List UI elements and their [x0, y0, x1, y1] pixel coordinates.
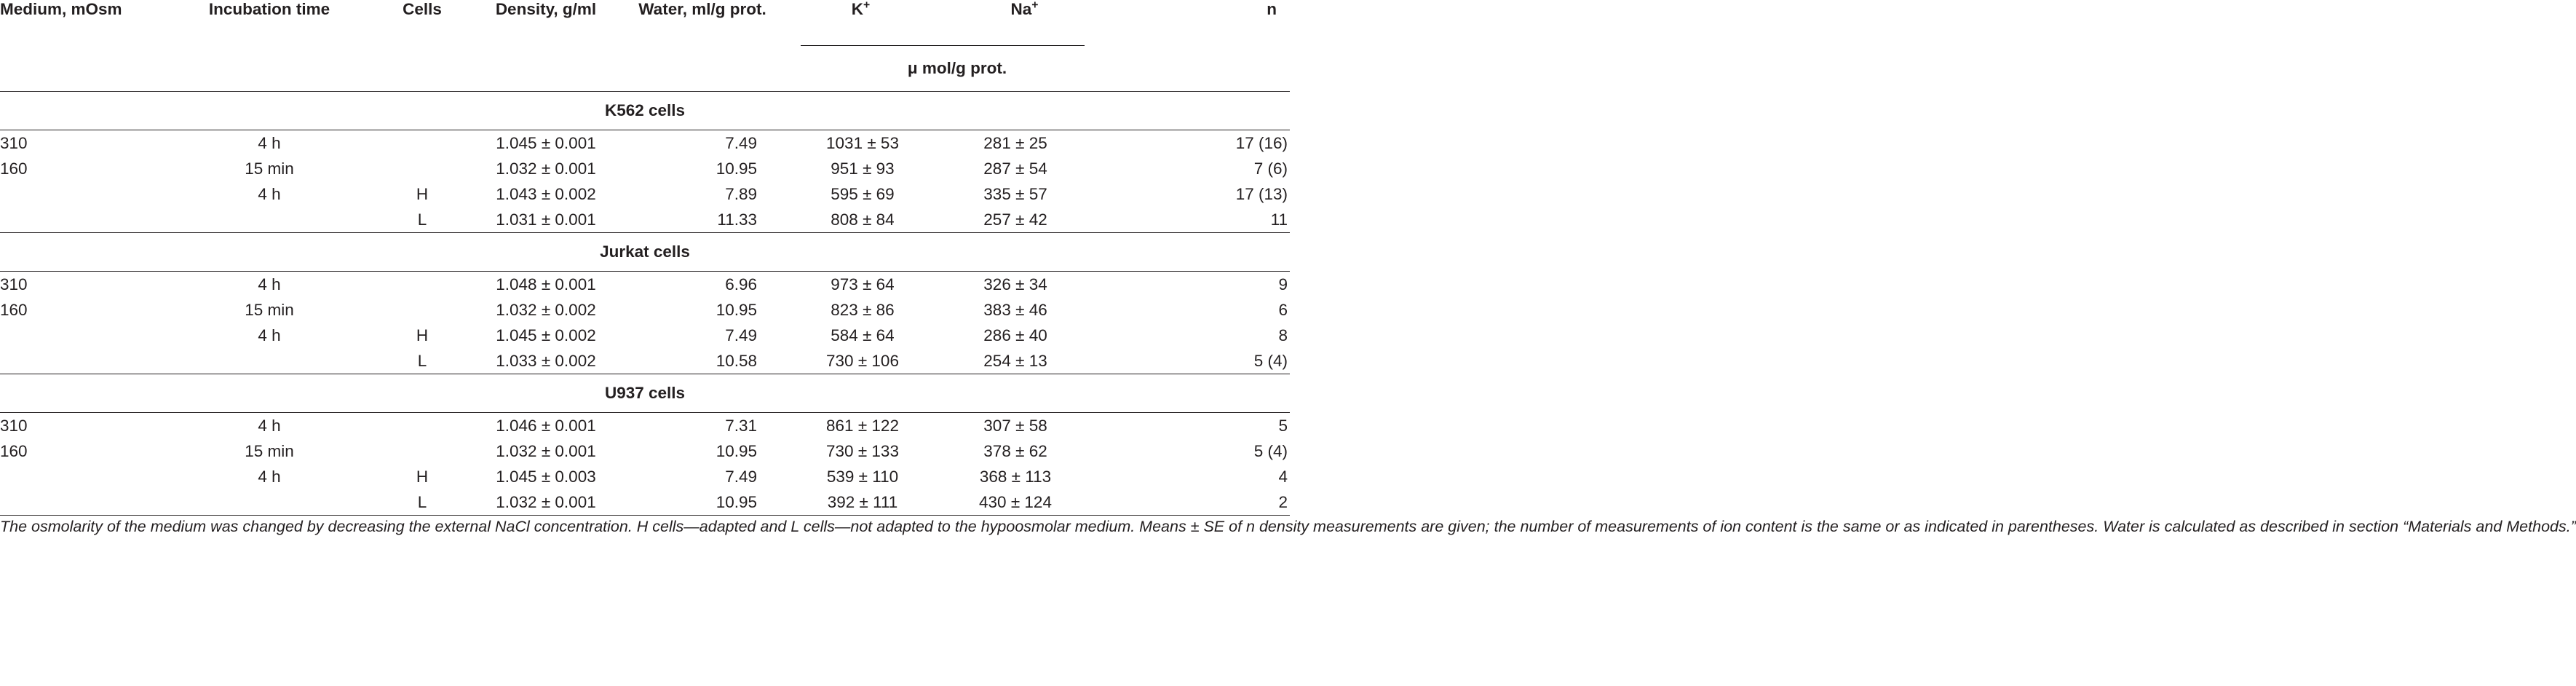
- cell-medium: 310: [0, 272, 153, 298]
- cell-potassium: 730 ± 133: [826, 441, 899, 460]
- cell-incubation-time: 4 h: [258, 467, 281, 486]
- header-k-charge: +: [863, 0, 871, 12]
- cell-medium: [0, 489, 153, 516]
- cell-sodium: 254 ± 13: [983, 351, 1047, 370]
- cell-potassium: 392 ± 111: [827, 492, 898, 511]
- cell-sodium: 287 ± 54: [983, 159, 1047, 178]
- cell-density: 1.032 ± 0.001: [496, 441, 596, 460]
- table-row: [0, 207, 1290, 233]
- cell-n: 11: [1270, 210, 1288, 229]
- group-title-row: [0, 233, 1290, 272]
- cell-spacer: [1085, 156, 1157, 181]
- header-n: n: [1267, 0, 1277, 18]
- header-units: μ mol/g prot.: [907, 59, 1007, 77]
- cell-density: 1.045 ± 0.002: [496, 326, 596, 344]
- cell-water: 7.49: [725, 326, 757, 344]
- cell-spacer: [1085, 348, 1157, 374]
- header-cells: Cells: [403, 0, 442, 18]
- cell-incubation-time: 4 h: [153, 413, 386, 439]
- table-row: [0, 156, 1290, 181]
- cell-cells: H: [416, 184, 429, 203]
- header-k-label: K: [851, 0, 864, 18]
- cell-spacer: [1085, 272, 1157, 298]
- cell-cells: [386, 156, 459, 181]
- cell-water: 7.49: [725, 467, 757, 486]
- cell-medium: 310: [0, 130, 153, 157]
- cell-incubation-time: 15 min: [245, 441, 294, 460]
- group-title: K562 cells: [0, 92, 1290, 130]
- cell-medium: 160: [0, 159, 28, 178]
- table-row: [0, 297, 1290, 323]
- cell-incubation-time: 4 h: [153, 130, 386, 157]
- cell-density: 1.032 ± 0.001: [496, 492, 596, 511]
- cell-n: 2: [1278, 492, 1288, 511]
- cell-spacer: [1085, 323, 1157, 348]
- cell-density: 1.033 ± 0.002: [496, 351, 596, 370]
- cell-potassium: 823 ± 86: [831, 300, 895, 319]
- cell-medium: [0, 464, 153, 489]
- table-row: [0, 323, 1290, 348]
- cell-potassium: 808 ± 84: [831, 210, 895, 229]
- cell-density: 1.032 ± 0.002: [496, 300, 596, 319]
- cell-water: 11.33: [717, 210, 757, 229]
- cell-density: 1.046 ± 0.001: [459, 413, 633, 439]
- cell-medium: [0, 207, 153, 233]
- table-body: [0, 92, 1290, 516]
- cell-spacer: [1085, 489, 1157, 516]
- cell-incubation-time: 15 min: [245, 159, 294, 178]
- cell-sodium: 257 ± 42: [983, 210, 1047, 229]
- header-water: Water, ml/g prot.: [638, 0, 766, 18]
- cell-potassium: 584 ± 64: [831, 326, 895, 344]
- cell-cells: H: [416, 467, 429, 486]
- table-footnote: The osmolarity of the medium was changed by decreasing the external NaCl concentration. H cells—adapted and L cells—not adapted to the hypoosmolar medium. Means ± SE of n density measurements are given; the number of measurements of ion content is the same or as indicated in parentheses. Water is calculated as described in section “Materials and Methods.”: [0, 516, 1290, 539]
- cell-density: 1.032 ± 0.001: [496, 159, 596, 178]
- cell-density: 1.043 ± 0.002: [496, 184, 596, 203]
- cell-n: 5: [1157, 413, 1290, 439]
- header-ions: [801, 0, 1085, 46]
- group-title: U937 cells: [0, 374, 1290, 413]
- group-title-row: [0, 92, 1290, 130]
- cell-potassium: 861 ± 122: [801, 413, 903, 439]
- cell-potassium: 1031 ± 53: [801, 130, 903, 157]
- cell-n: 17 (13): [1235, 184, 1288, 203]
- cell-n: 17 (16): [1157, 130, 1290, 157]
- cell-water: 7.31: [633, 413, 801, 439]
- cell-medium: [0, 348, 153, 374]
- cell-incubation-time: 15 min: [245, 300, 294, 319]
- cell-cells: [386, 438, 459, 464]
- header-potassium: [801, 0, 921, 19]
- cell-n: 6: [1278, 300, 1288, 319]
- cell-incubation-time: [153, 207, 386, 233]
- table-row: [0, 130, 1290, 157]
- cell-medium: [0, 181, 153, 207]
- cell-medium: 160: [0, 441, 28, 460]
- table-row: [0, 181, 1290, 207]
- cell-sodium: 368 ± 113: [979, 467, 1052, 486]
- header-na-label: Na: [1010, 0, 1032, 18]
- cell-sodium: 378 ± 62: [983, 441, 1047, 460]
- cell-n: 9: [1157, 272, 1290, 298]
- cell-water: 6.96: [633, 272, 801, 298]
- cell-cells: L: [417, 351, 427, 370]
- cell-medium: [0, 323, 153, 348]
- cell-n: 8: [1278, 326, 1288, 344]
- cell-incubation-time: [153, 348, 386, 374]
- cell-potassium: 730 ± 106: [826, 351, 899, 370]
- table-row: [0, 413, 1290, 439]
- cell-sodium: 326 ± 34: [903, 272, 1085, 298]
- cell-cells: L: [417, 492, 427, 511]
- cell-density: 1.031 ± 0.001: [496, 210, 596, 229]
- header-spacer: [1085, 0, 1157, 92]
- cell-spacer: [1085, 297, 1157, 323]
- table-row: [0, 272, 1290, 298]
- cell-cells: [386, 297, 459, 323]
- cell-sodium: 430 ± 124: [979, 492, 1052, 511]
- header-medium: Medium, mOsm: [0, 0, 122, 18]
- cell-spacer: [1085, 413, 1157, 439]
- header-na-charge: +: [1031, 0, 1039, 12]
- cell-water: 10.95: [716, 300, 757, 319]
- cell-water: 10.95: [716, 441, 757, 460]
- header-incubation-time: Incubation time: [208, 0, 330, 18]
- cell-water: 7.89: [725, 184, 757, 203]
- cell-cells: [386, 130, 459, 157]
- cell-sodium: 281 ± 25: [903, 130, 1085, 157]
- cell-cells: L: [417, 210, 427, 229]
- cell-incubation-time: [153, 489, 386, 516]
- cell-density: 1.045 ± 0.001: [459, 130, 633, 157]
- cell-potassium: 951 ± 93: [831, 159, 895, 178]
- cell-n: 5 (4): [1253, 351, 1288, 370]
- cell-n: 5 (4): [1253, 441, 1288, 460]
- cell-potassium: 595 ± 69: [831, 184, 895, 203]
- cell-spacer: [1085, 181, 1157, 207]
- cell-cells: [386, 413, 459, 439]
- cell-cells: H: [416, 326, 429, 344]
- table-row: [0, 348, 1290, 374]
- cell-potassium: 973 ± 64: [801, 272, 903, 298]
- cell-sodium: 335 ± 57: [983, 184, 1047, 203]
- cell-spacer: [1085, 438, 1157, 464]
- cell-cells: [386, 272, 459, 298]
- cell-incubation-time: 4 h: [153, 272, 386, 298]
- cell-water: 10.95: [716, 492, 757, 511]
- cell-water: 10.95: [716, 159, 757, 178]
- cell-incubation-time: 4 h: [258, 326, 281, 344]
- cell-density: 1.048 ± 0.001: [459, 272, 633, 298]
- group-title: Jurkat cells: [0, 233, 1290, 272]
- cell-sodium: 286 ± 40: [983, 326, 1047, 344]
- cell-medium: 160: [0, 300, 28, 319]
- table-row: [0, 464, 1290, 489]
- cell-spacer: [1085, 464, 1157, 489]
- cell-n: 4: [1278, 467, 1288, 486]
- cell-density: 1.045 ± 0.003: [496, 467, 596, 486]
- cell-spacer: [1085, 207, 1157, 233]
- cell-incubation-time: 4 h: [258, 184, 281, 203]
- header-sodium: [921, 0, 1085, 19]
- cell-potassium: 539 ± 110: [826, 467, 899, 486]
- group-title-row: [0, 374, 1290, 413]
- cell-sodium: 307 ± 58: [903, 413, 1085, 439]
- cell-water: 10.58: [716, 351, 757, 370]
- cell-n: 7 (6): [1253, 159, 1288, 178]
- cell-medium: 310: [0, 413, 153, 439]
- cell-spacer: [1085, 130, 1157, 157]
- cell-water: 7.49: [633, 130, 801, 157]
- cell-sodium: 383 ± 46: [983, 300, 1047, 319]
- table-header: [0, 0, 1290, 92]
- table-row: [0, 438, 1290, 464]
- header-density: Density, g/ml: [495, 0, 597, 18]
- table-row: [0, 489, 1290, 516]
